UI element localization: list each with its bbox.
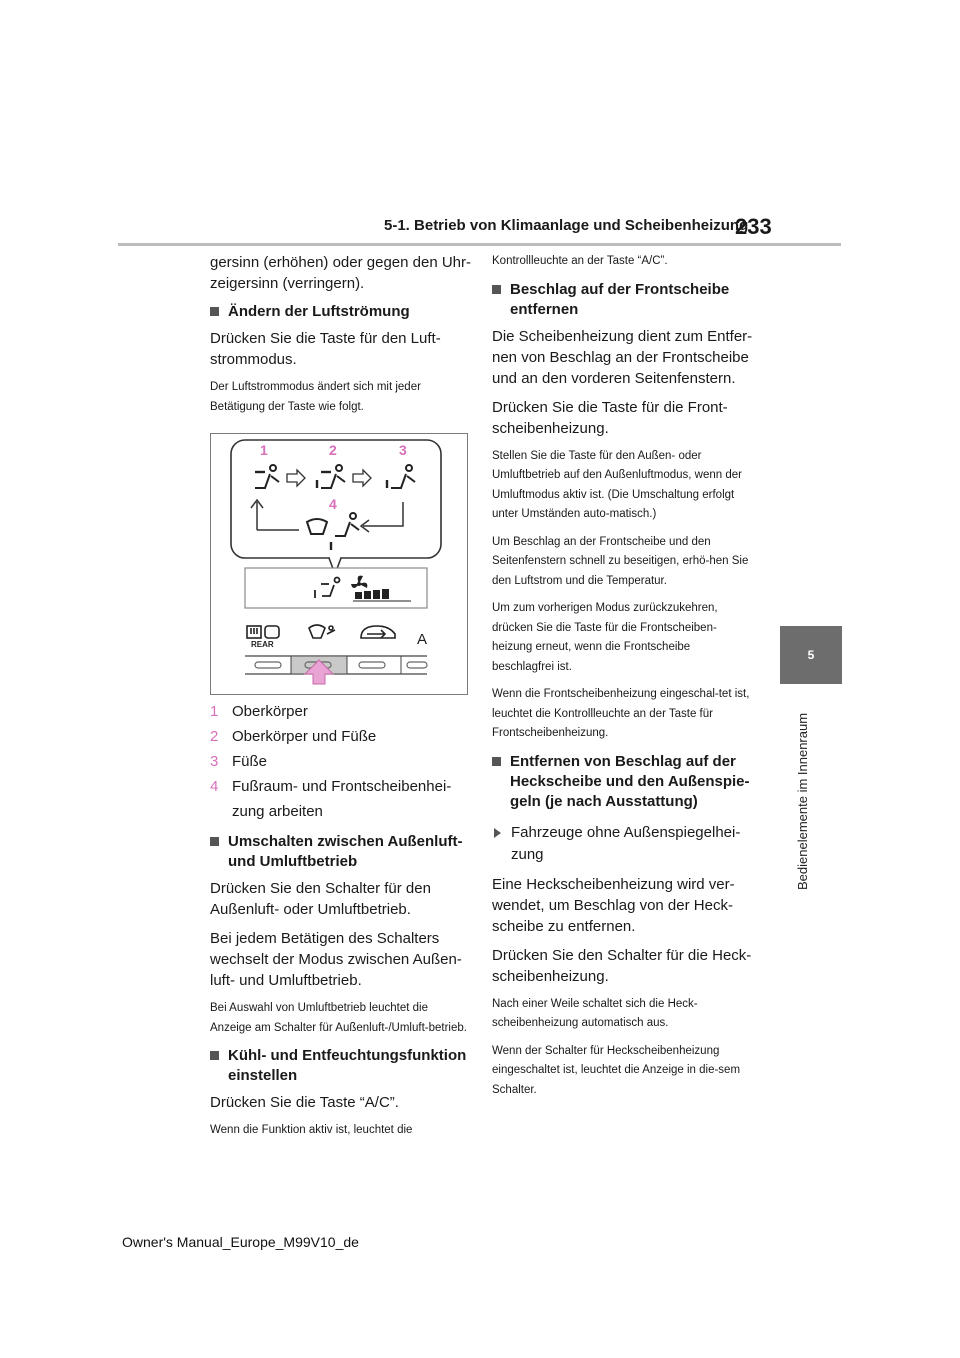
legend-item-4: 4 Fußraum- und Frontscheibenhei-zung arbeiten [210,778,452,820]
ac-note-continued: Kontrollleuchte an der Taste “A/C”. [492,255,668,267]
chapter-tab[interactable]: 5 [780,626,842,684]
left-column [210,252,472,1149]
windshield-note-2: Um Beschlag an der Frontscheibe und den Seitenfenstern schnell zu beseitigen, erhö-hen Sie den Luftstrom und die Temperatur. [492,535,749,587]
airflow-figure [210,433,468,695]
airflow-diagram [211,434,467,694]
rear-label: REAR [251,640,274,649]
rear-sub-item: Fahrzeuge ohne Außenspiegelhei-zung [492,822,754,866]
rear-text-1: Eine Heckscheibenheizung wird ver-wendet, um Beschlag von der Heck-scheibe zu entfernen. [492,875,735,935]
rear-heading: Entfernen von Beschlag auf der Heckscheibe und den Außenspie-geln (je nach Ausstattung) [492,752,754,812]
windshield-heading: Beschlag auf der Frontscheibe entfernen [492,280,754,320]
bullet-square-icon [210,1051,219,1060]
page-number: 233 [735,214,772,239]
windshield-text-2: Drücken Sie die Taste für die Front-scheibenheizung. [492,398,728,437]
right-column [492,252,754,1108]
windshield-text-1: Die Scheibenheizung dient zum Entfer-nen von Beschlag an der Frontscheibe und an den vorderen Seitenfenstern. [492,327,753,387]
header-rule [118,243,841,246]
airflow-text: Drücken Sie die Taste für den Luft-strommodus. [210,330,441,368]
ac-note: Wenn die Funktion aktiv ist, leuchtet die [210,1124,413,1136]
bullet-triangle-icon [494,828,501,838]
rear-defog-icon [247,626,279,638]
airflow-heading: Ändern der Luftströmung [210,302,472,322]
legend-item-3: 3 Füße [210,753,268,770]
callout-1: 1 [260,442,268,458]
recirculation-icon [361,626,395,638]
intro-text: gersinn (erhöhen) oder gegen den Uhr-zeigersinn (verringern). [210,254,471,292]
recirc-text-1: Drücken Sie den Schalter für den Außenluft- oder Umluftbetrieb. [210,880,431,918]
recirc-text-2: Bei jedem Betätigen des Schalters wechselt der Modus zwischen Außen-luft- und Umluftbetrieb. [210,930,462,989]
ac-heading: Kühl- und Entfeuchtungsfunktion einstellen [210,1046,472,1086]
button-label-a: A [417,631,428,648]
recirc-heading: Umschalten zwischen Außenluft- und Umluftbetrieb [210,832,472,872]
windshield-note-1: Stellen Sie die Taste für den Außen- oder Umluftbetrieb auf den Außenluftmodus, wenn der Umluftmodus aktiv ist. (Die Umschaltung erfolgt unter Umständen auto-matisch.) [492,449,742,520]
rear-note-2: Wenn der Schalter für Heckscheibenheizung eingeschaltet ist, leuchtet die Anzeige in die-sem Schalter. [492,1044,741,1096]
rear-note-1: Nach einer Weile schaltet sich die Heck-scheibenheizung automatisch aus. [492,997,698,1029]
windshield-note-4: Wenn die Frontscheibenheizung eingeschal-tet ist, leuchtet die Kontrollleuchte an der Taste für Frontscheibenheizung. [492,688,750,739]
airflow-note: Der Luftstrommodus ändert sich mit jeder Betätigung der Taste wie folgt. [210,381,421,413]
callout-3: 3 [399,442,407,458]
bullet-square-icon [492,757,501,766]
section-title: 5-1. Betrieb von Klimaanlage und Scheibenheizung [384,217,749,234]
windshield-note-3: Um zum vorherigen Modus zurückzukehren, drücken Sie die Taste für die Frontscheiben-heizung erneut, wenn die Frontscheibe beschlagfrei ist. [492,602,718,673]
chapter-title: Bedienelemente im Innenraum [795,712,810,890]
footer-text: Owner's Manual_Europe_M99V10_de [122,1234,359,1250]
legend-item-1: 1 Oberkörper [210,703,308,720]
bullet-square-icon [210,307,219,316]
ac-text: Drücken Sie die Taste “A/C”. [210,1094,399,1111]
bullet-square-icon [492,285,501,294]
recirc-note: Bei Auswahl von Umluftbetrieb leuchtet die Anzeige am Schalter für Außenluft-/Umluft-betrieb. [210,1002,467,1034]
callout-2: 2 [329,442,337,458]
legend-item-2: 2 Oberkörper und Füße [210,728,377,745]
rear-text-2: Drücken Sie den Schalter für die Heck-scheibenheizung. [492,946,752,985]
bullet-square-icon [210,837,219,846]
callout-4: 4 [329,496,337,512]
front-defog-icon [309,625,335,638]
